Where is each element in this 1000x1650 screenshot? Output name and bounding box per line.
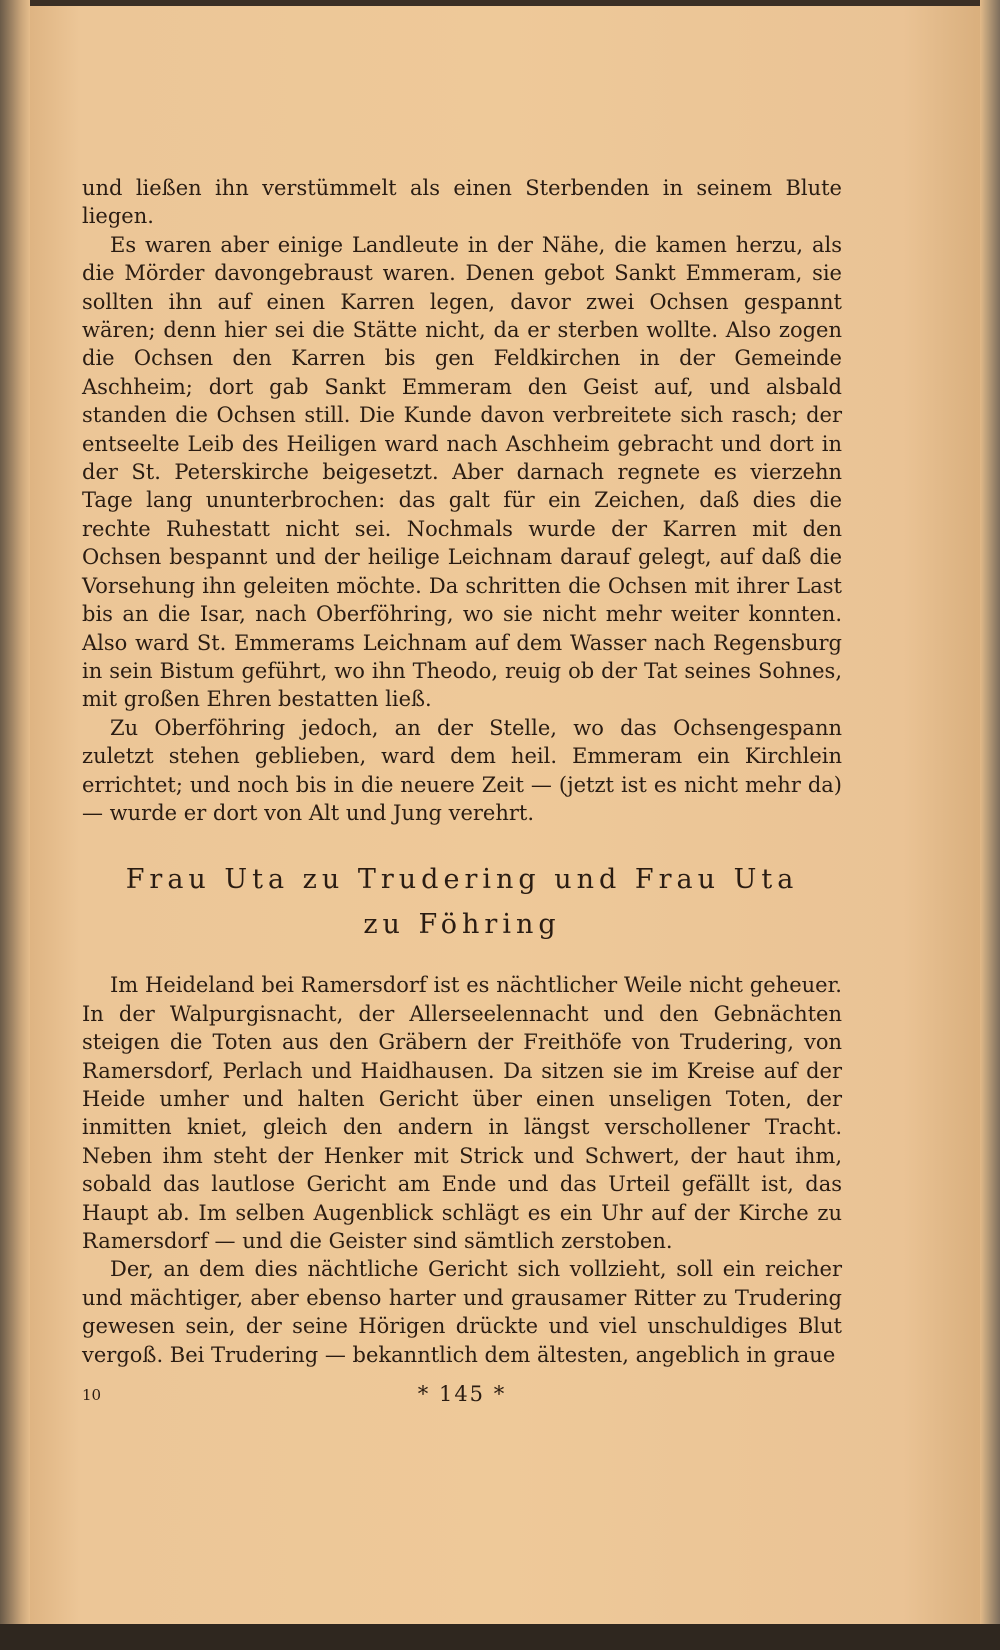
paragraph: Der, an dem dies nächtliche Gericht sich vollzieht, soll ein reicher und mächtiger, aber ebenso harter und grausamer Ritter zu Trudering gewesen sein, der seine Hörigen drückte und viel unschuldiges Blut vergoß. Bei Trudering — bekanntlich dem ältesten, angeblich in graue <box>82 1257 842 1367</box>
page-number: * 145 * <box>417 1382 507 1406</box>
scan-bottom-border <box>0 1624 1000 1650</box>
paragraph: Zu Oberföhring jedoch, an der Stelle, wo das Ochsengespann zuletzt stehen geblieben, ward dem heil. Emmeram ein Kirchlein errichtet; und noch bis in die neuere Zeit — (jetzt ist es nicht mehr da) — wurde er dort von Alt und Jung verehrt. <box>82 715 842 825</box>
paragraph: Es waren aber einige Landleute in der Nähe, die kamen herzu, als die Mörder davongebraust waren. Denen gebot Sankt Emmeram, sie sollten ihn auf einen Karren legen, davor zwei Ochsen gespannt wären; denn hier sei die Stätte nicht, da er sterben wollte. Also zogen die Ochsen den Karren bis gen Feldkirchen in der Gemeinde Aschheim; dort gab Sankt Emmeram den Geist auf, und alsbald standen die Ochsen still. Die Kunde davon verbreitete sich rasch; der entseelte Leib des Heiligen ward nach Aschheim gebracht und dort in der St. Peterskirche beigesetzt. Aber darnach regnete es vierzehn Tage lang ununterbrochen: das galt für ein Zeichen, daß dies die rechte Ruhestatt nicht sei. Nochmals wurde der Karren mit den Ochsen bespannt und der heilige Leichnam darauf gelegt, auf daß die Vorsehung ihn geleiten möchte. Da schritten die Ochsen mit ihrer Last bis an die Isar, nach Oberföhring, wo sie nicht mehr weiter konnten. Also ward St. Emmerams Leichnam auf dem Wasser nach Regensburg in sein Bistum geführt, wo ihn Theodo, reuig ob der Tat seines Sohnes, mit großen Ehren bestatten ließ. <box>82 232 842 712</box>
book-page <box>22 6 980 1626</box>
heading-line: zu Föhring <box>363 909 561 941</box>
section-heading <box>82 857 842 947</box>
heading-line: Frau Uta zu Trudering und Frau Uta <box>125 864 799 896</box>
paragraph: Im Heideland bei Ramersdorf ist es nächtlicher Weile nicht geheuer. In der Walpurgisnacht, der Allerseelennacht und den Gebnächten steigen die Toten aus den Gräbern der Freithöfe von Trudering, von Ramersdorf, Perlach und Haidhausen. Da sitzen sie im Kreise auf der Heide umher und halten Gericht über einen unseligen Toten, der inmitten kniet, gleich den andern in längst verschollener Tracht. Neben ihm steht der Henker mit Strick und Schwert, der haut ihm, sobald das lautlose Gericht am Ende und das Urteil gefällt ist, das Haupt ab. Im selben Augenblick schlägt es ein Uhr auf der Kirche zu Ramersdorf — und die Geister sind sämtlich zerstoben. <box>82 973 842 1253</box>
signature-mark: 10 <box>82 1386 102 1404</box>
adjacent-page-edge <box>0 0 30 1650</box>
paragraph: und ließen ihn verstümmelt als einen Sterbenden in seinem Blute liegen. <box>82 176 842 229</box>
page-edge-shadow <box>980 0 1000 1650</box>
page-text <box>82 174 842 1369</box>
page-footer <box>82 1382 842 1416</box>
